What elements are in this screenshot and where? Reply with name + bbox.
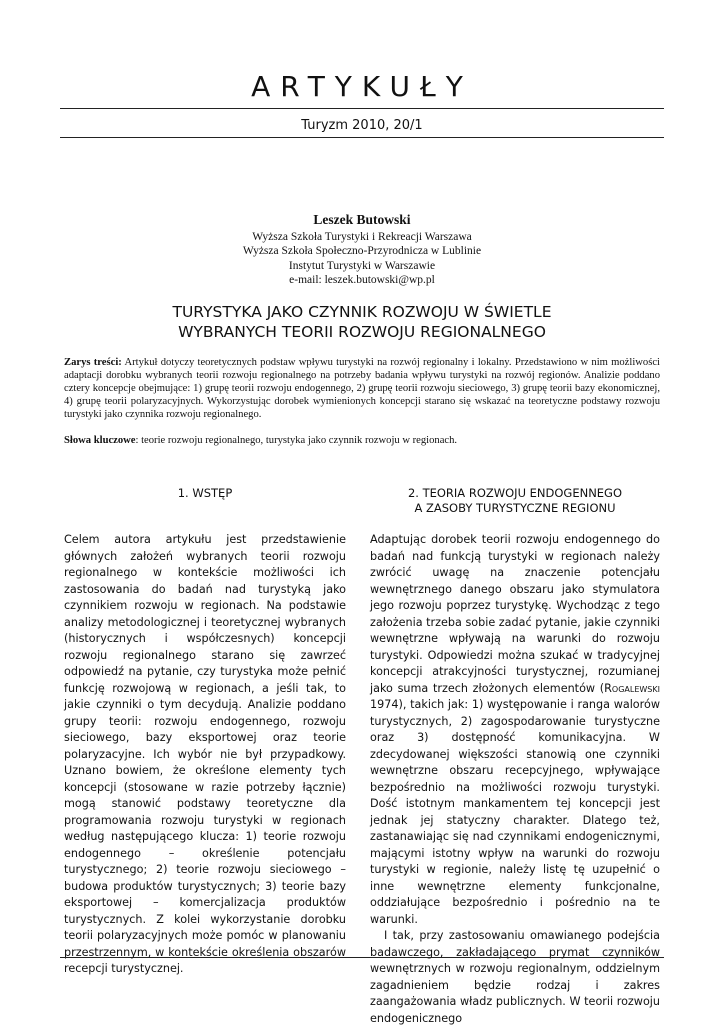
keywords-label: Słowa kluczowe	[64, 435, 136, 446]
header-rule-bottom	[60, 137, 664, 138]
abstract-text: Artykuł dotyczy teoretycznych podstaw wpływu turystyki na rozwój regionalny i lokalny. Przedstawiono w nim możliwości adaptacji dorobku wybranych teorii rozwoju regionalnego na potrzeby badania wpływu turystyki na rozwój regionów. Analizie poddano cztery koncepcje obejmujące: 1) grupę teorii rozwoju endogennego, 2) grupę teorii rozwoju sieciowego, 3) grupę teorii bazy ekonomicznej, 4) grupę teorii polaryzacyjnych. Wykorzystując dorobek wymienionych koncepcji starano się wskazać na teoretyczne podstawy rozwoju turystyki jako czynnika rozwoju regionalnego.	[64, 357, 660, 420]
section-heading-endogenous-line-2: A ZASOBY TURYSTYCZNE REGIONU	[414, 501, 616, 515]
citation-rogalewski: Rogalewski	[604, 681, 660, 695]
left-column	[64, 532, 346, 978]
section-heading-intro	[64, 486, 346, 501]
right-column	[370, 532, 660, 1027]
journal-issue: Turyzm 2010, 20/1	[301, 118, 423, 133]
paper-title-line-2: WYBRANYCH TEORII ROZWOJU REGIONALNEGO	[178, 323, 546, 341]
endogenous-paragraph-1-part-b: 1974), takich jak: 1) występowanie i ranga walorów turystycznych, 2) zagospodarowanie turystyczne oraz 3) dostępność komunikacyjna. W zdecydowanej większości stanowią one czynniki wewnętrzne obszaru recepcyjnego, wpływające bezpośrednio na możliwości rozwoju turystyki. Dość istotnym mankamentem tej koncepcji jest jednak jej statyczny charakter. Dlatego też, zastanawiając się nad czynnikami endogenicznymi, mającymi istotny wpływ na warunki do rozwoju turystyki w regionie, należy listę tę uzupełnić o inne wewnętrzne elementy funkcjonalne, oddziałujące bezpośrednio i pośrednio na te warunki.	[370, 698, 660, 926]
section-heading-endogenous	[370, 486, 660, 516]
endogenous-paragraph-1-part-a: Adaptując dorobek teorii rozwoju endogennego do badań nad funkcją turystyki w regionach należy zwrócić uwagę na znaczenie potencjału wewnętrznego danego obszaru jako stymulatora jego rozwoju poprzez turystykę. Wychodząc z tego założenia trzeba sobie zadać pytanie, jakie czynniki wewnętrzne wpływają na warunki do rozwoju turystyki. Odpowiedzi można szukać w tradycyjnej koncepcji atrakcyjności turystycznej, rozumianej jako suma trzech złożonych elementów (	[370, 533, 660, 695]
section-heading-endogenous-line-1: 2. TEORIA ROZWOJU ENDOGENNEGO	[407, 486, 623, 500]
keywords	[64, 434, 660, 447]
author-email: e-mail: leszek.butowski@wp.pl	[289, 274, 435, 286]
footer-rule	[60, 957, 664, 958]
section-header-title: ARTYKUŁY	[251, 70, 473, 103]
keywords-text: : teorie rozwoju regionalnego, turystyka jako czynnik rozwoju w regionach.	[135, 435, 458, 446]
section-heading-intro-text: 1. WSTĘP	[177, 486, 233, 500]
paper-title	[0, 302, 724, 342]
affiliation-2: Wyższa Szkoła Społeczno-Przyrodnicza w Lublinie	[242, 245, 482, 257]
abstract	[64, 356, 660, 421]
endogenous-paragraph-2: I tak, przy zastosowaniu omawianego podejścia badawczego, zakładającego prymat czynników wewnętrznych w rozwoju regionalnym, oddzielnym zagadnieniem będzie rodzaj i zakres zaangażowania władz publicznych. W teorii rozwoju endogenicznego	[370, 929, 660, 1025]
author-block	[0, 213, 724, 288]
endogenous-paragraph-1	[370, 532, 660, 928]
abstract-label: Zarys treści:	[64, 357, 122, 368]
affiliation-1: Wyższa Szkoła Turystyki i Rekreacji Warszawa	[252, 230, 472, 243]
intro-paragraph: Celem autora artykułu jest przedstawienie głównych założeń wybranych teorii rozwoju regionalnego w kontekście możliwości ich zastosowania do badań nad turystyką jako czynnikiem rozwoju w regionach. Na podstawie analizy metodologicznej i teoretycznej wybranych (historycznych i współczesnych) koncepcji rozwoju regionalnego starano się zawrzeć odpowiedź na pytanie, czy turystyka może pełnić funkcję rozwojową w regionach, a jeśli tak, to jakie czynniki o tym decydują. Analizie poddano grupy teorii: rozwoju endogennego, rozwoju sieciowego, bazy eksportowej oraz teorie polaryzacyjne. Ich wybór nie był przypadkowy. Uznano bowiem, że określone elementy tych koncepcji (stosowane w razie potrzeby łącznie) mogą stanowić podstawy teoretyczne dla programowania rozwoju turystyki w regionach według następującego klucza: 1) teorie rozwoju endogennego – określenie potencjału turystycznego; 2) teorie rozwoju sieciowego – budowa produktów turystycznych; 3) teorie bazy eksportowej – komercjalizacja produktów turystycznych. Z kolei wykorzystanie dorobku teorii polaryzacyjnych może pomóc w planowaniu przestrzennym, w kontekście określenia obszarów recepcji turystycznej.	[64, 533, 346, 975]
header-rule-top	[60, 108, 664, 109]
author-name: Leszek Butowski	[313, 212, 411, 227]
affiliation-3: Instytut Turystyki w Warszawie	[288, 259, 436, 272]
paper-title-line-1: TURYSTYKA JAKO CZYNNIK ROZWOJU W ŚWIETLE	[172, 303, 552, 321]
